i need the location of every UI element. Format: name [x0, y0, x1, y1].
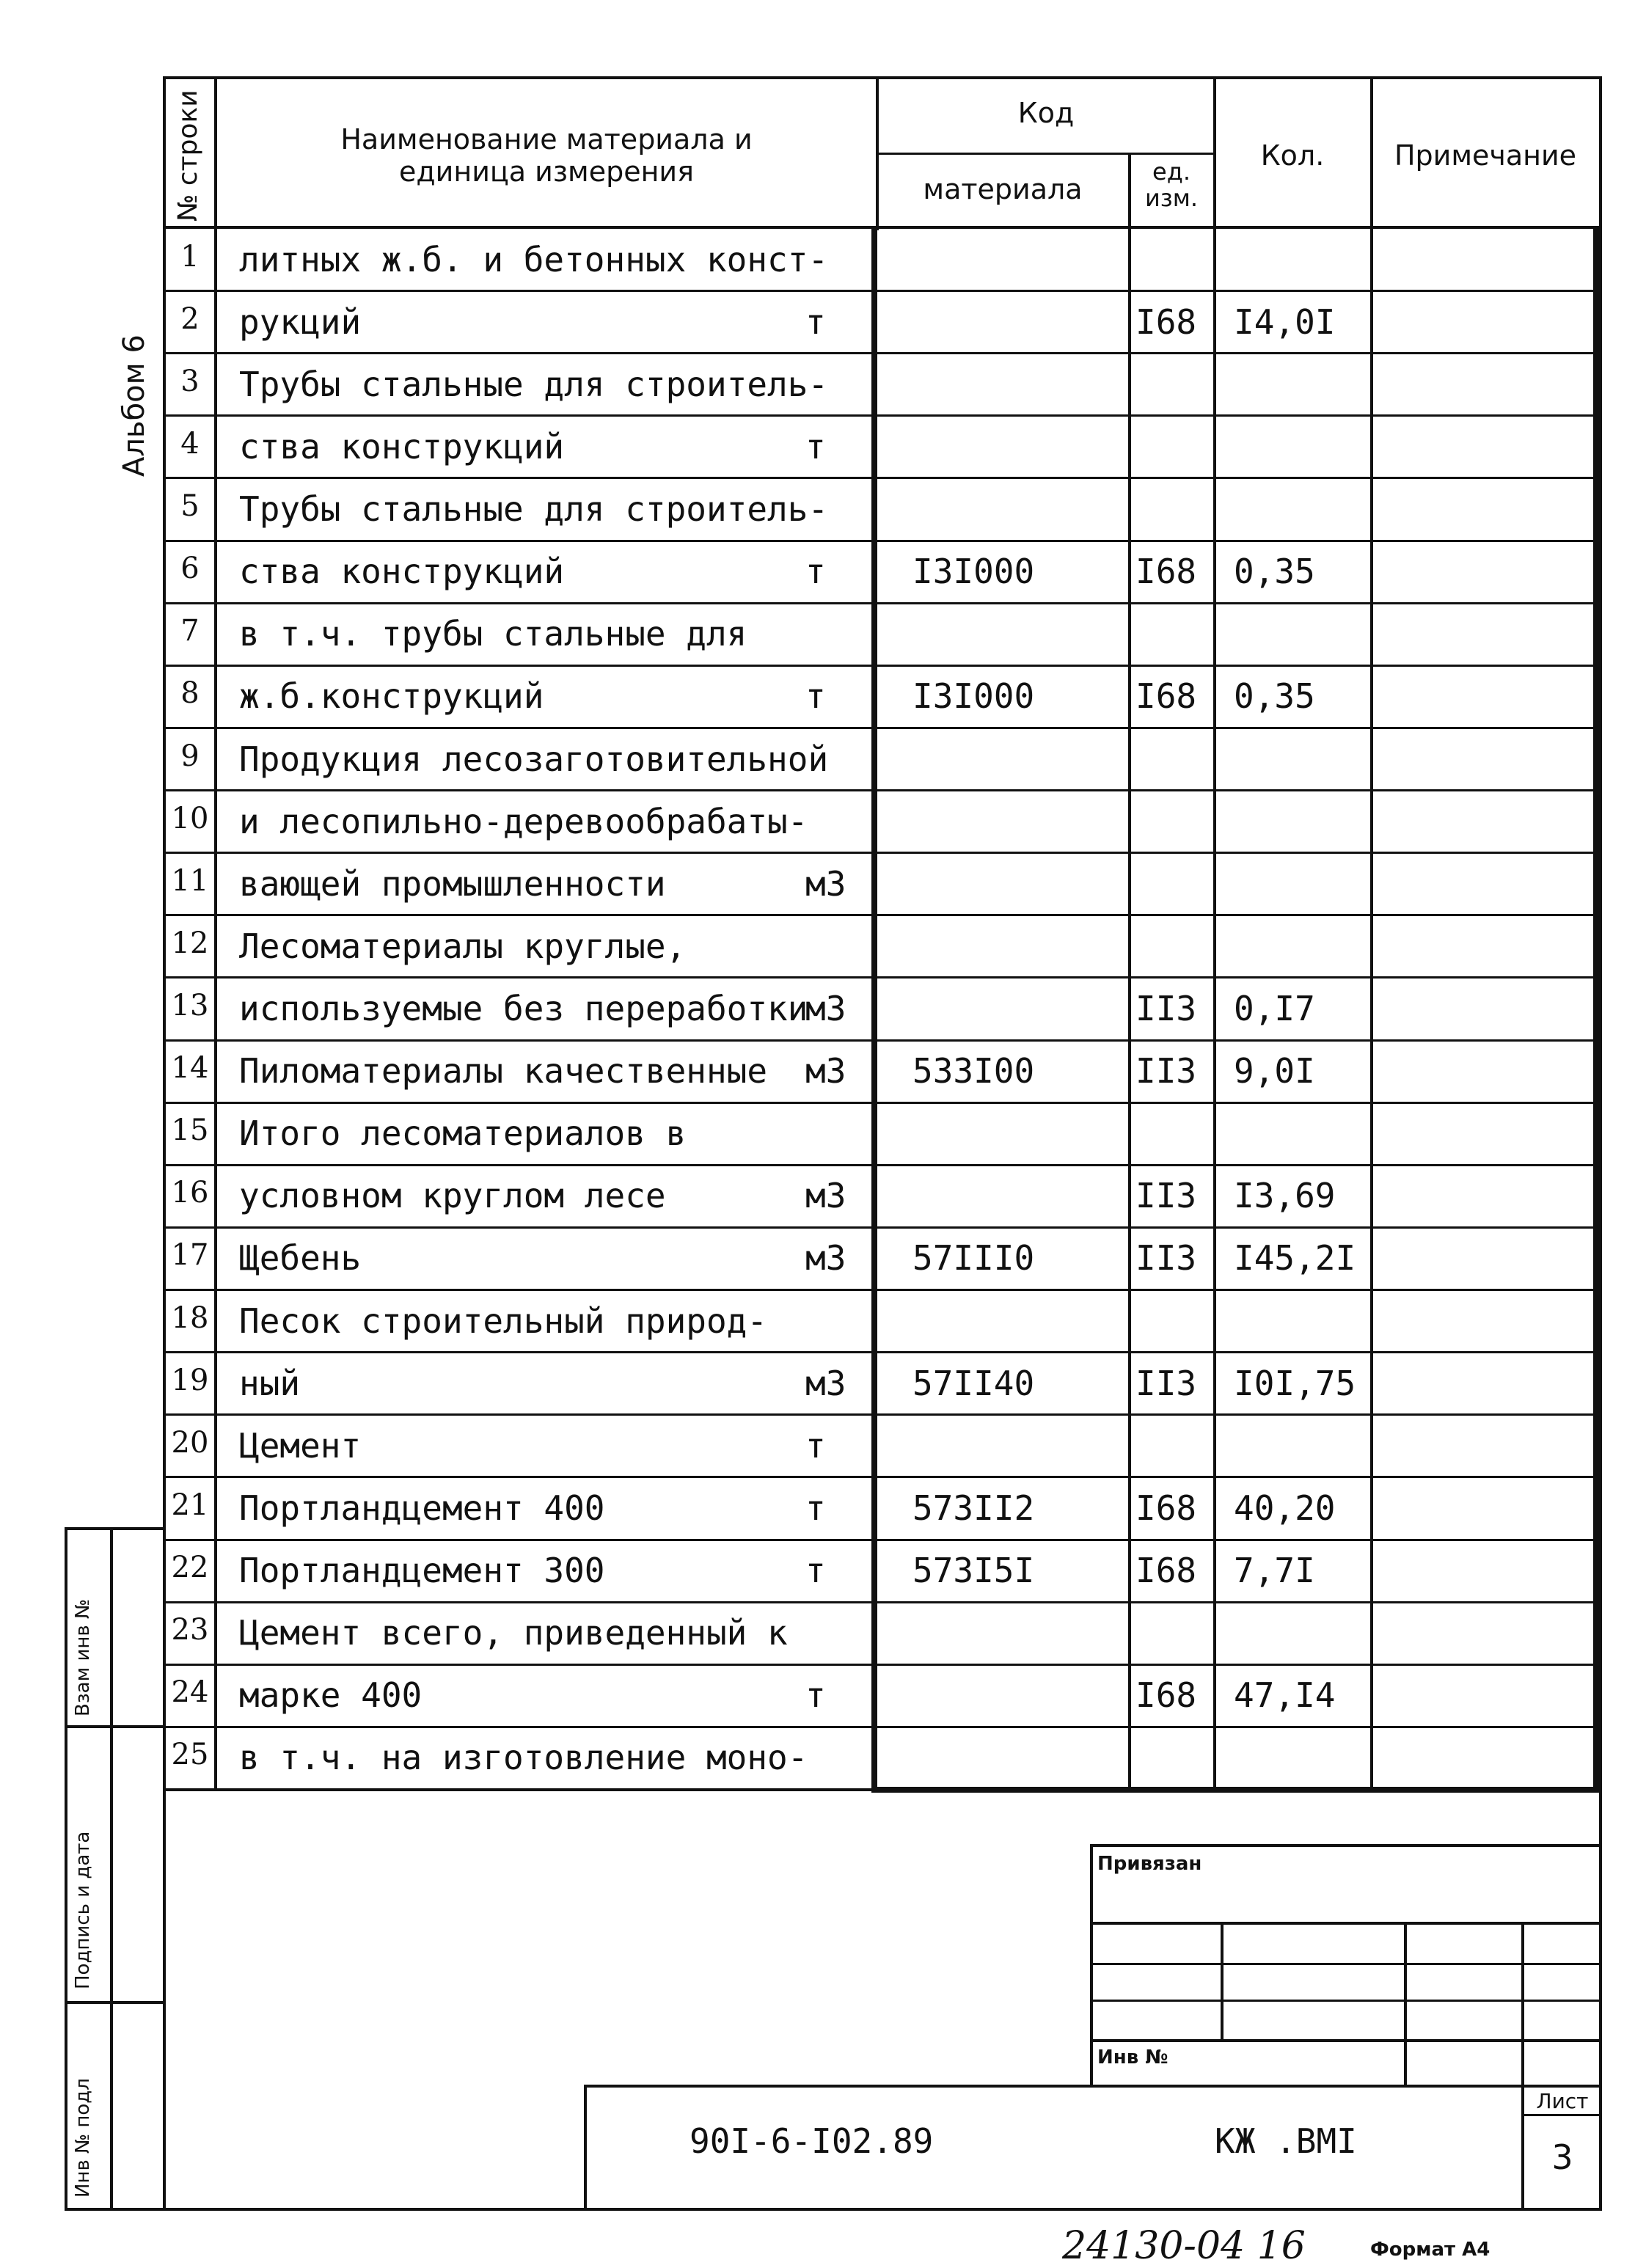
row-number: 3 — [180, 364, 200, 398]
row-number: 9 — [180, 739, 200, 773]
material-name: ж.б.конструкций — [239, 676, 544, 717]
table-row — [0, 354, 1646, 416]
material-code: 573I5I — [912, 1551, 1035, 1591]
bound-block-line1 — [1090, 1922, 1602, 1925]
material-unit: т — [805, 1488, 826, 1528]
title-block-left — [584, 2085, 587, 2211]
sheet-col-left — [1521, 2085, 1524, 2211]
header-note: Примечание — [1394, 139, 1577, 172]
row-number: 12 — [171, 926, 209, 960]
material-name: ства конструкций — [239, 426, 565, 467]
title-block-top — [584, 2085, 1602, 2088]
code-header-divider — [876, 153, 1213, 155]
inv-no-label: Инв № — [1097, 2046, 1168, 2068]
table-row — [0, 1415, 1646, 1477]
material-name: Портландцемент 300 — [239, 1551, 605, 1591]
header-code-unit: ед. изм. — [1144, 158, 1199, 212]
table-row — [0, 853, 1646, 915]
row-number: 8 — [180, 676, 200, 711]
material-name: ства конструкций — [239, 552, 565, 592]
material-name: Цемент всего, приведенный к — [239, 1613, 788, 1653]
margin-box-div1 — [65, 1725, 164, 1728]
format-label: Формат А4 — [1370, 2239, 1490, 2261]
material-name: Песок строительный природ- — [239, 1301, 768, 1341]
material-name: Лесоматериалы круглые, — [239, 926, 687, 966]
material-code: I3I000 — [912, 552, 1035, 592]
table-row — [0, 541, 1646, 604]
row-number: 21 — [171, 1488, 209, 1522]
bound-block-line3 — [1090, 2000, 1602, 2002]
row-number: 15 — [171, 1113, 209, 1148]
margin-inv-podl: Инв № подл — [72, 2078, 94, 2198]
quantity: 0,35 — [1234, 676, 1315, 717]
table-row — [0, 416, 1646, 478]
quantity: I3,69 — [1234, 1176, 1336, 1216]
unit-code: II3 — [1135, 1051, 1197, 1091]
row-number: 22 — [171, 1551, 209, 1585]
quantity: 0,I7 — [1234, 988, 1315, 1028]
table-row — [0, 1665, 1646, 1727]
doc-code: 90I-6-I02.89 — [690, 2121, 934, 2161]
table-row — [0, 666, 1646, 728]
unit-code: II3 — [1135, 1238, 1197, 1279]
unit-code: I68 — [1135, 676, 1197, 717]
unit-code: I68 — [1135, 552, 1197, 592]
row-number: 4 — [180, 426, 200, 461]
material-unit: м3 — [805, 1051, 846, 1091]
material-name: Портландцемент 400 — [239, 1488, 605, 1528]
table-row — [0, 1353, 1646, 1415]
material-unit: м3 — [805, 1363, 846, 1403]
table-row — [0, 978, 1646, 1040]
material-name: в т.ч. трубы стальные для — [239, 614, 747, 654]
margin-box-mid — [110, 1527, 113, 2211]
table-row — [0, 604, 1646, 666]
unit-code: II3 — [1135, 988, 1197, 1028]
material-name: Пиломатериалы качественные — [239, 1051, 768, 1091]
table-row — [0, 1477, 1646, 1540]
quantity: I0I,75 — [1234, 1363, 1356, 1403]
row-number: 5 — [180, 489, 200, 524]
material-unit: т — [805, 1551, 826, 1591]
bound-block-line4 — [1090, 2039, 1602, 2042]
row-number: 10 — [171, 801, 209, 835]
margin-box-top — [65, 1527, 164, 1530]
margin-zam-inv: Взам инв № — [72, 1599, 94, 1716]
quantity: 7,7I — [1234, 1551, 1315, 1591]
material-name: используемые без переработки — [239, 988, 808, 1028]
material-unit: т — [805, 1425, 826, 1466]
handwritten-number: 24130-04 16 — [1062, 2224, 1306, 2268]
row-number: 13 — [171, 988, 209, 1023]
material-code: 57II40 — [912, 1363, 1035, 1403]
material-unit: т — [805, 676, 826, 717]
material-name: условном круглом лесе — [239, 1176, 666, 1216]
table-row — [0, 1290, 1646, 1353]
table-row — [0, 791, 1646, 853]
table-row — [0, 1540, 1646, 1603]
material-unit: т — [805, 301, 826, 342]
unit-code: I68 — [1135, 1675, 1197, 1716]
table-row — [0, 1228, 1646, 1290]
material-unit: м3 — [805, 988, 846, 1028]
table-row — [0, 728, 1646, 791]
header-name: Наименование материала и единица измерения — [340, 123, 753, 188]
material-name: Итого лесоматериалов в — [239, 1113, 687, 1154]
table-row — [0, 291, 1646, 354]
material-code: 573II2 — [912, 1488, 1035, 1528]
row-number: 17 — [171, 1238, 209, 1273]
material-name: Трубы стальные для строитель- — [239, 489, 829, 530]
row-number: 19 — [171, 1363, 209, 1397]
row-number: 1 — [180, 239, 200, 274]
title-block-bottom — [163, 2208, 1602, 2211]
table-row — [0, 1166, 1646, 1228]
quantity: 47,I4 — [1234, 1675, 1336, 1716]
unit-code: I68 — [1135, 301, 1197, 342]
sheet-label: Лист — [1536, 2089, 1589, 2113]
table-row — [0, 1103, 1646, 1166]
material-name: и лесопильно-деревообрабаты- — [239, 801, 808, 841]
material-unit: м3 — [805, 1176, 846, 1216]
table-row — [0, 915, 1646, 978]
margin-box-bottom — [65, 2208, 164, 2211]
header-code: Код — [1017, 97, 1075, 129]
material-name: марке 400 — [239, 1675, 423, 1716]
quantity: 0,35 — [1234, 552, 1315, 592]
row-number: 23 — [171, 1613, 209, 1647]
row-number: 24 — [171, 1675, 209, 1710]
material-unit: т — [805, 426, 826, 467]
bound-block-col3 — [1521, 1922, 1524, 2085]
sheet-label-divider — [1521, 2114, 1602, 2116]
table-row — [0, 1727, 1646, 1790]
unit-code: II3 — [1135, 1363, 1197, 1403]
row-number: 18 — [171, 1301, 209, 1335]
sheet-number: 3 — [1551, 2137, 1573, 2177]
material-code: 57III0 — [912, 1238, 1035, 1279]
bound-block-col1 — [1221, 1922, 1223, 2041]
material-name: Цемент — [239, 1425, 362, 1466]
table-row — [0, 229, 1646, 291]
material-name: в т.ч. на изготовление моно- — [239, 1738, 808, 1778]
table-row — [0, 1041, 1646, 1103]
bound-block-top — [1090, 1844, 1602, 1847]
material-name: Продукция лесозаготовительной — [239, 739, 829, 779]
row-number: 2 — [180, 301, 200, 336]
unit-code: I68 — [1135, 1551, 1197, 1591]
margin-box-left — [65, 1527, 67, 2211]
material-code: 533I00 — [912, 1051, 1035, 1091]
material-code: I3I000 — [912, 676, 1035, 717]
material-name: Щебень — [239, 1238, 362, 1279]
bound-block-line2 — [1090, 1963, 1602, 1965]
header-row-no: № строки — [173, 89, 203, 222]
album-side-label: Альбом 6 — [117, 334, 151, 477]
material-name: вающей промышленности — [239, 863, 666, 904]
quantity: I45,2I — [1234, 1238, 1356, 1279]
row-number: 6 — [180, 552, 200, 586]
doc-mark: КЖ .ВМI — [1215, 2121, 1357, 2161]
margin-box-div2 — [65, 2001, 164, 2004]
quantity: I4,0I — [1234, 301, 1336, 342]
header-code-material: материала — [923, 173, 1083, 205]
table-row — [0, 1603, 1646, 1665]
row-number: 16 — [171, 1176, 209, 1210]
unit-code: I68 — [1135, 1488, 1197, 1528]
material-unit: т — [805, 1675, 826, 1716]
material-name: Трубы стальные для строитель- — [239, 364, 829, 404]
row-number: 14 — [171, 1051, 209, 1086]
material-name: литных ж.б. и бетонных конст- — [239, 239, 829, 279]
row-number: 25 — [171, 1738, 209, 1772]
quantity: 40,20 — [1234, 1488, 1336, 1528]
row-number: 20 — [171, 1425, 209, 1460]
quantity: 9,0I — [1234, 1051, 1315, 1091]
bound-block-col2 — [1404, 1922, 1407, 2085]
material-name: рукций — [239, 301, 362, 342]
material-unit: т — [805, 552, 826, 592]
header-qty: Кол. — [1260, 139, 1325, 172]
row-number: 7 — [180, 614, 200, 648]
material-unit: м3 — [805, 1238, 846, 1279]
margin-sign-date: Подпись и дата — [72, 1831, 94, 1989]
row-number: 11 — [171, 863, 209, 898]
table-row — [0, 478, 1646, 541]
material-name: ный — [239, 1363, 301, 1403]
bound-block-left — [1090, 1844, 1093, 2086]
unit-code: II3 — [1135, 1176, 1197, 1216]
material-unit: м3 — [805, 863, 846, 904]
bound-label: Привязан — [1097, 1853, 1202, 1875]
table-top-border — [163, 76, 1601, 79]
